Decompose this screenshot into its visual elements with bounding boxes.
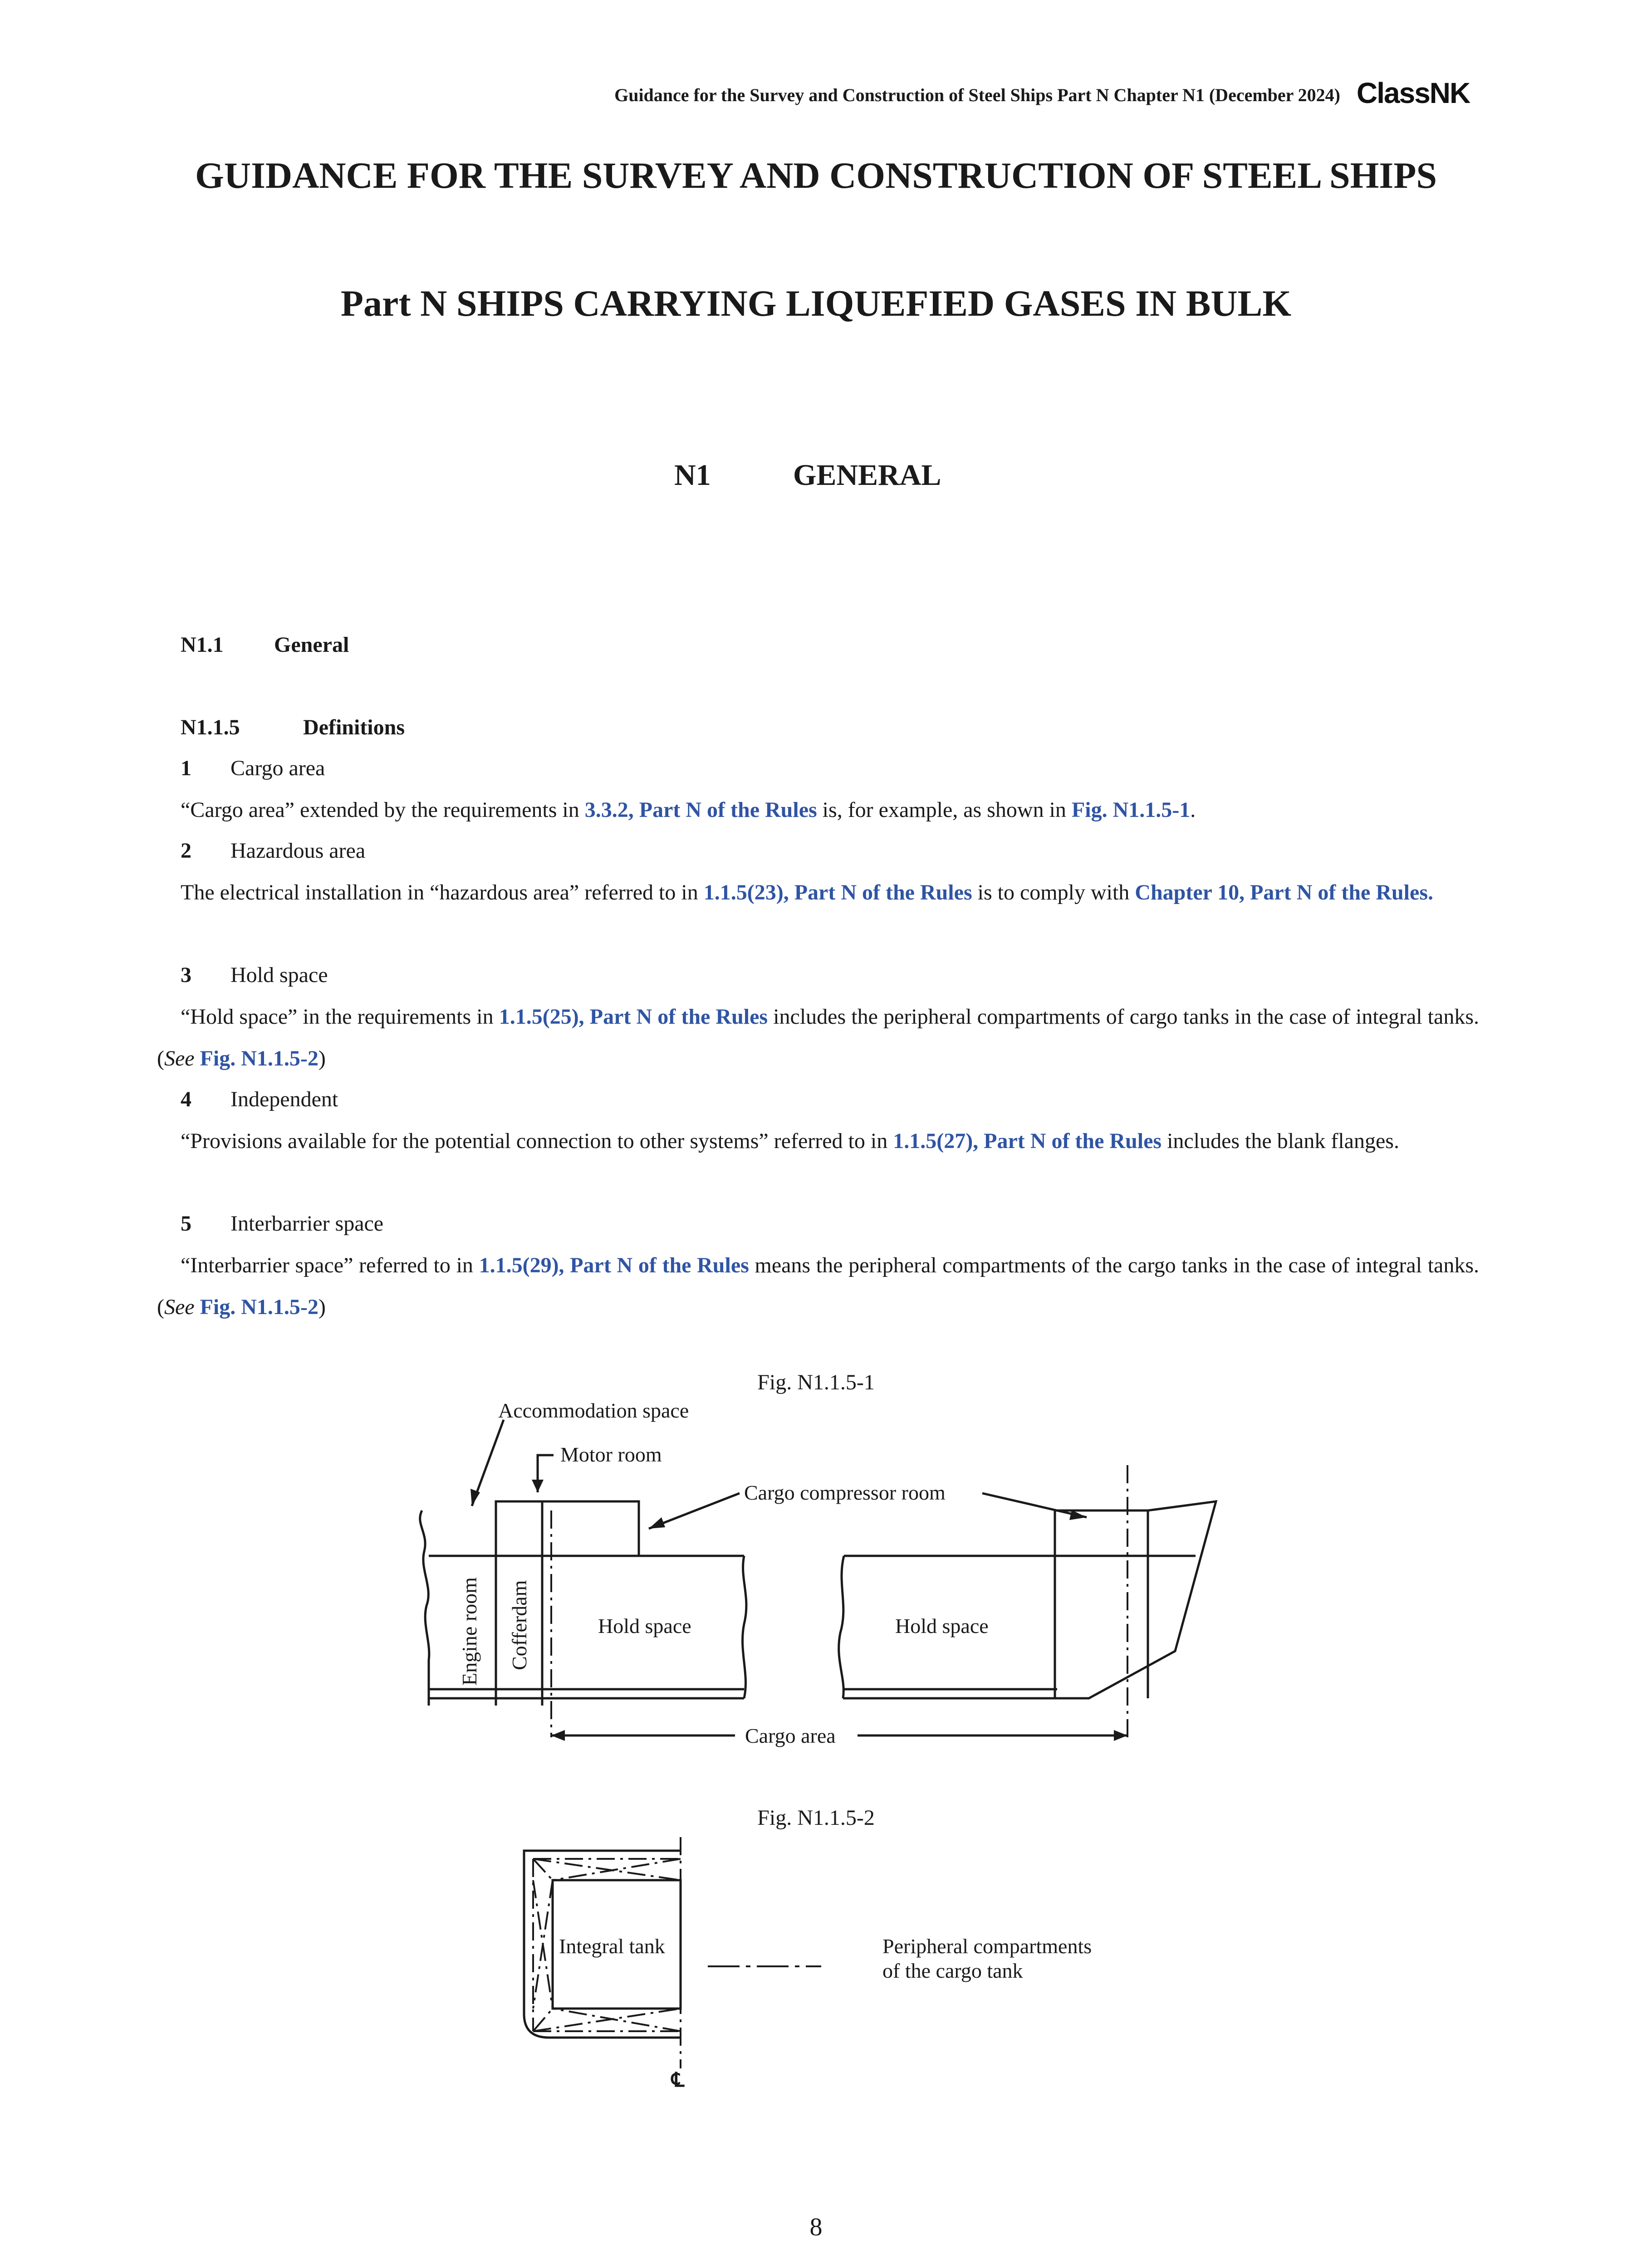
part-title: Part N SHIPS CARRYING LIQUEFIED GASES IN BULK	[340, 283, 1292, 324]
figure-2-caption: Fig. N1.1.5-2	[757, 1806, 875, 1830]
text-run: includes the blank flanges.	[1162, 1129, 1399, 1153]
compressor-room-box	[1055, 1510, 1148, 1556]
chapter-number: N1	[674, 459, 711, 492]
text-run: “Interbarrier space” referred to in	[181, 1253, 479, 1277]
running-header: Guidance for the Survey and Construction of Steel Ships Part N Chapter N1 (December 2024)	[614, 85, 1340, 105]
chapter-title: GENERAL	[793, 459, 941, 492]
cofferdam-label: Cofferdam	[508, 1580, 531, 1670]
integral-tank-label: Integral tank	[559, 1935, 665, 1958]
motor-room-label: Motor room	[560, 1443, 662, 1466]
item-number: 3	[181, 963, 191, 987]
figure-link[interactable]: Fig. N1.1.5-1	[1071, 798, 1191, 822]
text-run: is, for example, as shown in	[817, 798, 1072, 822]
rule-link[interactable]: 1.1.5(29), Part N of the Rules	[479, 1253, 749, 1277]
figure-link[interactable]: Fig. N1.1.5-2	[200, 1295, 319, 1319]
rule-link[interactable]: 1.1.5(23), Part N of the Rules	[703, 880, 972, 904]
section-title: General	[274, 633, 349, 657]
item-title: Interbarrier space	[230, 1212, 384, 1236]
document-title: GUIDANCE FOR THE SURVEY AND CONSTRUCTION OF STEEL SHIPS	[195, 155, 1437, 196]
hull-break-mid-right	[839, 1556, 844, 1698]
subsection-title: Definitions	[303, 715, 405, 739]
item-number: 1	[181, 756, 191, 780]
motor-room-box	[496, 1501, 639, 1556]
item-title: Hold space	[230, 963, 328, 987]
hold-space-left-label: Hold space	[598, 1614, 691, 1637]
see-label: See	[164, 1046, 195, 1070]
page-number: 8	[809, 2213, 823, 2241]
text-run: “Cargo area” extended by the requirements in	[181, 798, 585, 822]
item-number: 5	[181, 1212, 191, 1236]
cargo-area-label: Cargo area	[745, 1724, 836, 1747]
rule-link[interactable]: 1.1.5(25), Part N of the Rules	[499, 1005, 768, 1029]
item-number: 2	[181, 839, 191, 863]
text-run: “Provisions available for the potential connection to other systems” referred to in	[181, 1129, 893, 1153]
item-title: Independent	[230, 1087, 338, 1111]
figure-link[interactable]: Fig. N1.1.5-2	[200, 1046, 319, 1070]
hull-break-left	[420, 1510, 429, 1706]
text-run: is to comply with	[972, 880, 1135, 904]
item-title: Hazardous area	[230, 839, 366, 863]
hold-space-right-label: Hold space	[895, 1614, 989, 1637]
rule-link[interactable]: 1.1.5(27), Part N of the Rules	[893, 1129, 1162, 1153]
section-number: N1.1	[181, 633, 224, 657]
bow-outline	[1055, 1501, 1216, 1698]
engine-room-label: Engine room	[458, 1577, 481, 1686]
text-run: .	[1190, 798, 1196, 822]
legend-line-1: Peripheral compartments	[882, 1935, 1092, 1958]
hull-break-mid-left	[743, 1556, 746, 1698]
item-number: 4	[181, 1087, 191, 1111]
figure-1-caption: Fig. N1.1.5-1	[757, 1370, 875, 1394]
text-run: )	[318, 1295, 326, 1319]
accommodation-label: Accommodation space	[498, 1399, 689, 1422]
text-run: means the peripheral compartments of the cargo tanks in the case of integral tanks. (	[157, 1253, 1480, 1319]
rule-link[interactable]: 3.3.2, Part N of the Rules	[584, 798, 817, 822]
text-run: includes the peripheral compartments of cargo tanks in the case of integral tanks. (	[157, 1005, 1480, 1070]
chapter-link[interactable]: Chapter 10, Part N of the Rules.	[1135, 880, 1433, 904]
text-run: )	[318, 1046, 326, 1070]
legend-line-2: of the cargo tank	[882, 1959, 1023, 1982]
see-label: See	[164, 1295, 195, 1319]
text-run: The electrical installation in “hazardous area” referred to in	[181, 880, 704, 904]
subsection-number: N1.1.5	[181, 715, 240, 739]
item-title: Cargo area	[230, 756, 325, 780]
classnk-logo: ClassNK	[1357, 77, 1470, 109]
centerline-symbol: ℄	[671, 2069, 685, 2091]
text-run: “Hold space” in the requirements in	[181, 1005, 499, 1029]
compressor-room-label: Cargo compressor room	[744, 1481, 946, 1504]
